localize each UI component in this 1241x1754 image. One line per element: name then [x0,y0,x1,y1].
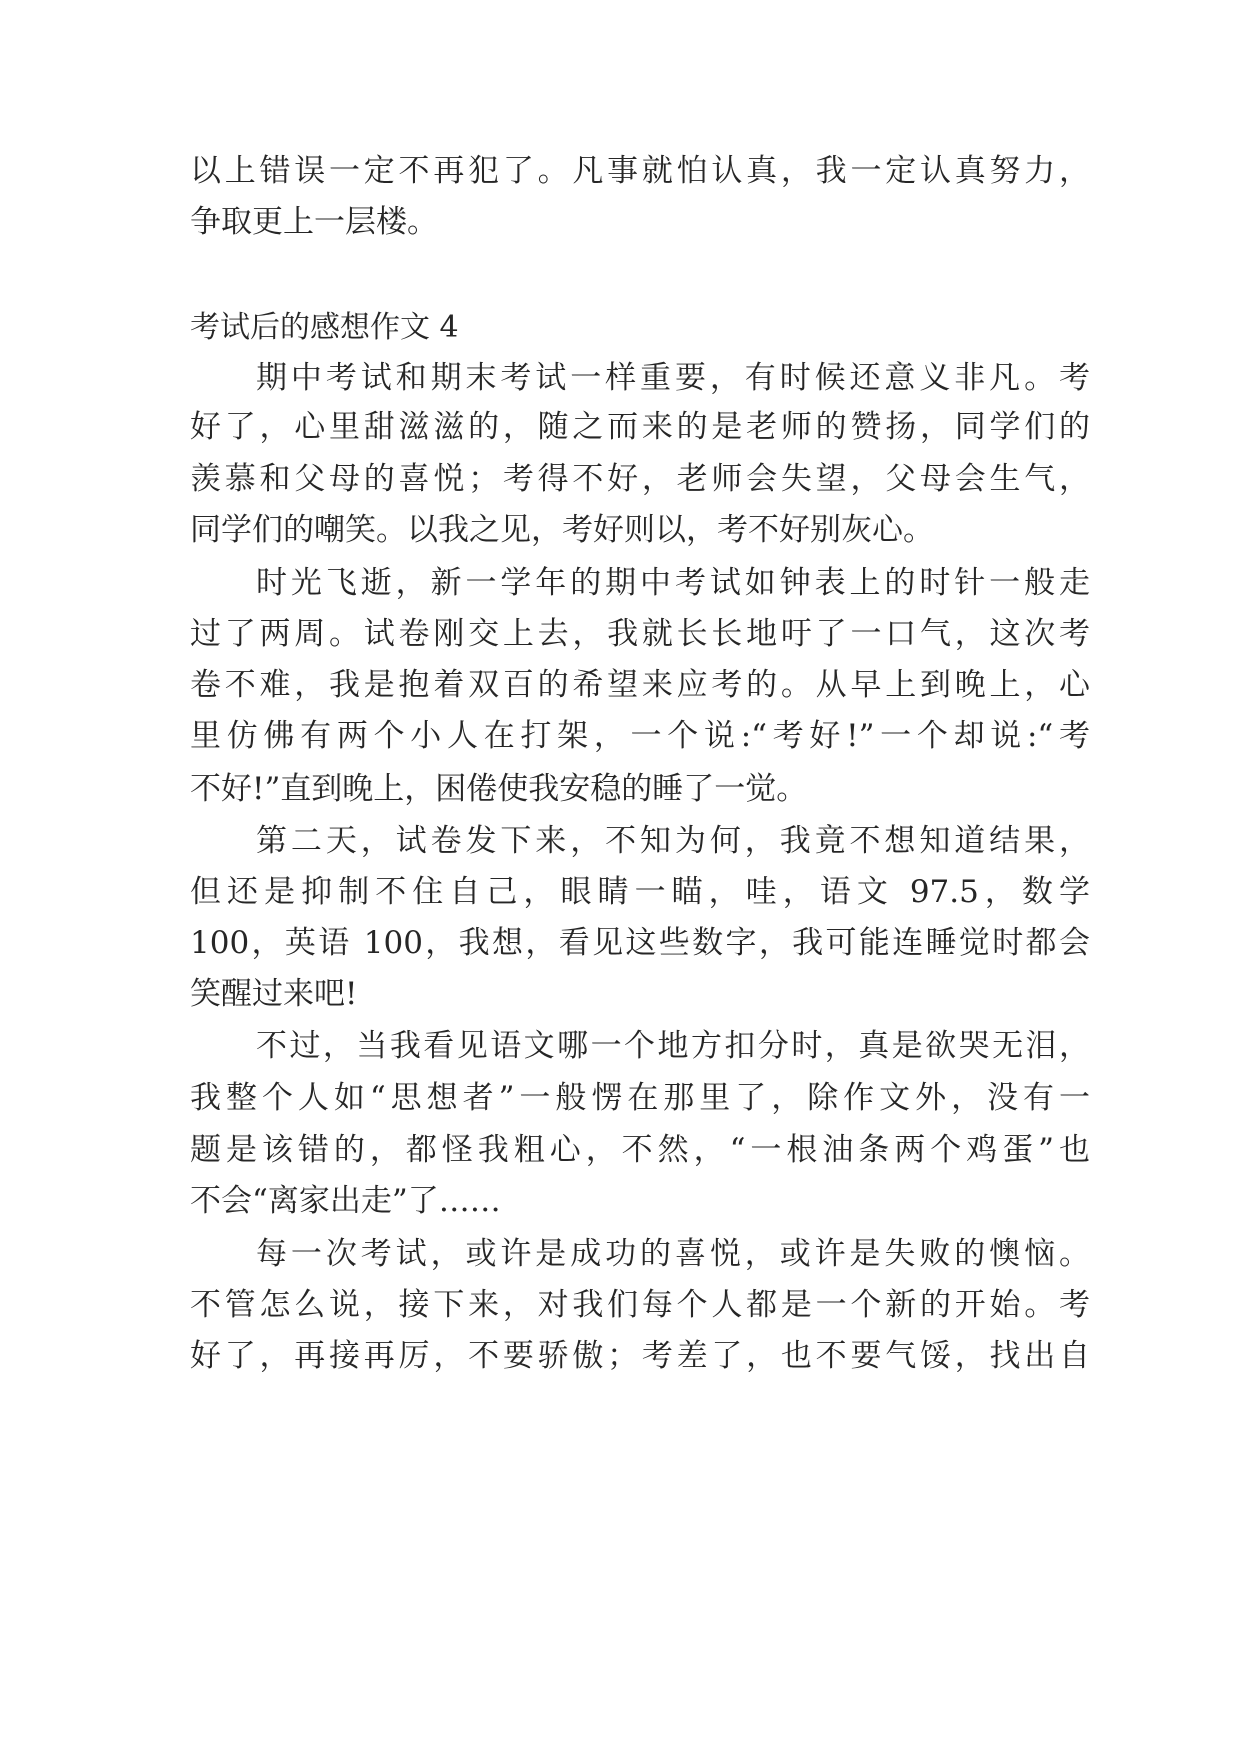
p3-line-3: 100，英语 100，我想，看见这些数字，我可能连睡觉时都会 [190,925,1090,961]
p1-line-1: 期中考试和期末考试一样重要，有时候还意义非凡。考 [256,360,1090,396]
p2-line-1: 时光飞逝，新一学年的期中考试如钟表上的时针一般走 [256,565,1090,601]
p1-line-2: 好了，心里甜滋滋的，随之而来的是老师的赞扬，同学们的 [190,409,1090,445]
p3-line-1: 第二天，试卷发下来，不知为何，我竟不想知道结果， [256,823,1090,859]
p1-line-4: 同学们的嘲笑。以我之见，考好则以，考不好别灰心。 [190,512,934,548]
p2-line-4: 里仿佛有两个小人在打架，一个说:“考好!”一个却说:“考 [190,718,1090,754]
p5-line-1: 每一次考试，或许是成功的喜悦，或许是失败的懊恼。 [256,1236,1090,1272]
p5-line-2: 不管怎么说，接下来，对我们每个人都是一个新的开始。考 [190,1287,1090,1323]
p2-line-5: 不好!”直到晚上，困倦使我安稳的睡了一觉。 [190,771,808,807]
p1-line-3: 羡慕和父母的喜悦；考得不好，老师会失望，父母会生气， [190,461,1090,497]
p2-line-2: 过了两周。试卷刚交上去，我就长长地吁了一口气，这次考 [190,616,1090,652]
p3-line-4: 笑醒过来吧! [190,976,358,1012]
p4-line-2: 我整个人如“思想者”一般愣在那里了，除作文外，没有一 [190,1080,1090,1116]
essay-title: 考试后的感想作文 4 [190,310,459,345]
p4-line-4: 不会“离家出走”了…… [190,1183,501,1219]
p3-line-2: 但还是抑制不住自己，眼睛一瞄，哇，语文 97.5，数学 [190,874,1090,910]
p2-line-3: 卷不难，我是抱着双百的希望来应考的。从早上到晚上，心 [190,667,1090,703]
intro-line-1: 以上错误一定不再犯了。凡事就怕认真，我一定认真努力， [190,153,1090,189]
intro-line-2: 争取更上一层楼。 [190,204,438,240]
p5-line-3: 好了，再接再厉，不要骄傲；考差了，也不要气馁，找出自 [190,1338,1090,1374]
p4-line-1: 不过，当我看见语文哪一个地方扣分时，真是欲哭无泪， [256,1028,1090,1064]
p4-line-3: 题是该错的，都怪我粗心，不然，“一根油条两个鸡蛋”也 [190,1132,1090,1168]
